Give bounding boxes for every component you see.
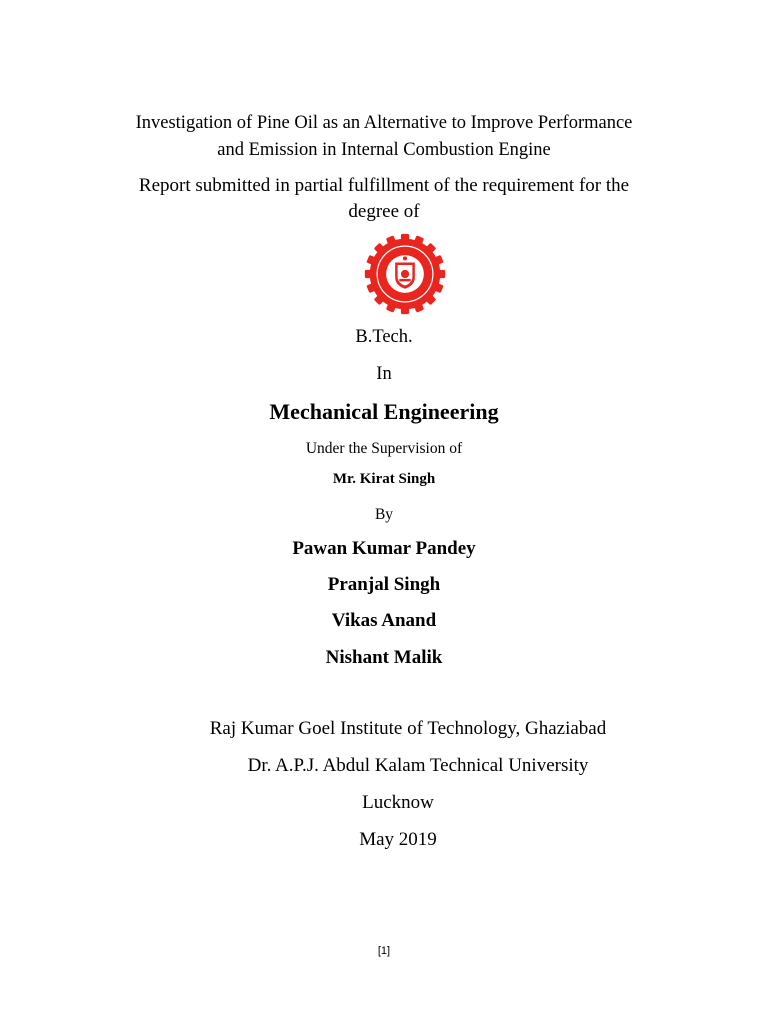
author-name: Vikas Anand [331,610,437,631]
institute-seal-icon [364,233,446,315]
city-name: Lucknow [362,792,434,813]
page-number: [1] [377,945,391,957]
submission-statement-line-2: degree of [348,201,420,222]
degree-connector: In [376,364,392,384]
supervisor-name: Mr. Kirat Singh [332,471,436,487]
university-name: Dr. A.P.J. Abdul Kalam Technical University [247,755,589,776]
submission-statement-line-1: Report submitted in partial fulfillment of the requirement for the [138,175,630,196]
degree-name: B.Tech. [355,327,413,347]
degree-branch: Mechanical Engineering [269,399,499,424]
author-name: Nishant Malik [325,647,443,668]
supervision-label: Under the Supervision of [305,440,463,457]
author-name: Pranjal Singh [327,574,441,595]
by-label: By [374,506,394,523]
report-title-line-1: Investigation of Pine Oil as an Alternative to Improve Performance [135,113,633,133]
submission-date: May 2019 [359,829,437,850]
college-name: Raj Kumar Goel Institute of Technology, Ghaziabad [209,718,607,739]
report-title-line-2: and Emission in Internal Combustion Engine [217,140,551,160]
author-name: Pawan Kumar Pandey [292,538,476,559]
